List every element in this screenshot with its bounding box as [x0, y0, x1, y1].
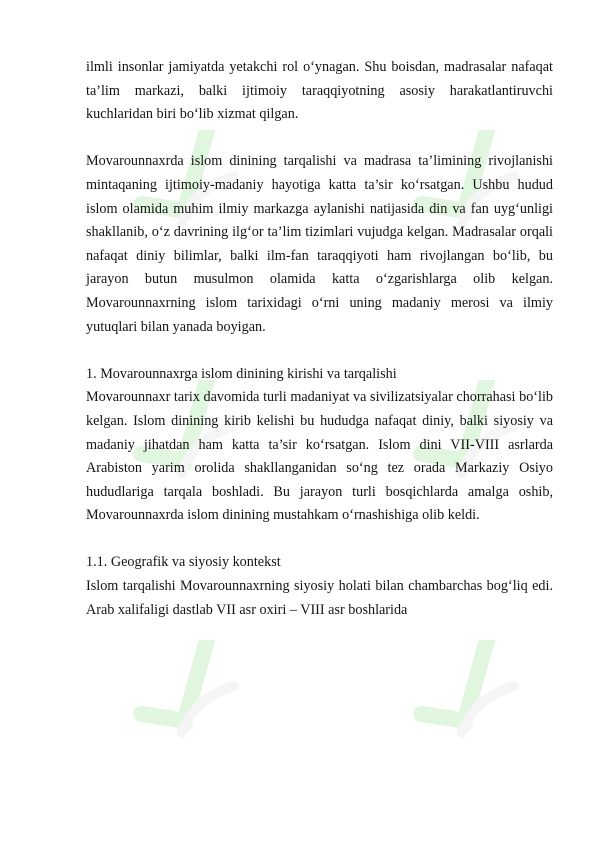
watermark-logo-icon — [380, 640, 560, 750]
paragraph: ilmli insonlar jamiyatda yetakchi rol o‘ynagan. Shu boisdan, madrasalar nafaqat ta’lim markazi, balki ijtimoiy taraqqiyotning asosiy harakatlantiruvchi kuchlaridan biri bo‘lib xizmat qilgan. — [86, 59, 553, 123]
watermark-logo-icon — [100, 640, 280, 750]
paragraph: Islom tarqalishi Movarounnaxrning siyosiy holati bilan chambarchas bog‘liq edi. Arab xalifaligi dastlab VII asr oxiri – VIII asr boshlarida — [86, 578, 553, 618]
subsection-heading: 1.1. Geografik va siyosiy kontekst — [86, 554, 281, 571]
paragraph: Movarounnaxrda islom dinining tarqalishi va madrasa ta’limining rivojlanishi mintaqaning ijtimoiy-madaniy hayotiga katta ta’sir ko‘rsatgan. Ushbu hudud islom olamida muhim ilmiy markazga aylanishi natijasida din va fan uyg‘unligi shakllanib, o‘z davrining ilg‘or ta’lim tizimlari vujudga kelgan. Madrasalar orqali nafaqat diniy bilimlar, balki ilm-fan taraqqiyoti ham rivojlangan bo‘lib, bu jarayon butun musulmon olamida katta o‘zgarishlarga olib kelgan. Movarounnaxrning islom tarixidagi o‘rni uning madaniy merosi va ilmiy yutuqlari bilan yanada boyigan. — [86, 153, 553, 335]
paragraph: Movarounnaxr tarix davomida turli madaniyat va sivilizatsiyalar chorrahasi bo‘lib kelgan. Islom dinining kirib kelishi bu hududga nafaqat diniy, balki siyosiy va madaniy jihatdan ham katta ta’sir ko‘rsatgan. Islom dini VII-VIII asrlarda Arabiston yarim orolida shakllanganidan so‘ng tez orada Markaziy Osiyo hududlariga tarqala boshladi. Bu jarayon turli bosqichlarda amalga oshib, Movarounnaxrda islom dinining mustahkam o‘rnashishiga olib keldi. — [86, 389, 553, 524]
section-heading: 1. Movarounnaxrga islom dinining kirishi va tarqalishi — [86, 365, 397, 382]
document-body — [86, 56, 553, 622]
